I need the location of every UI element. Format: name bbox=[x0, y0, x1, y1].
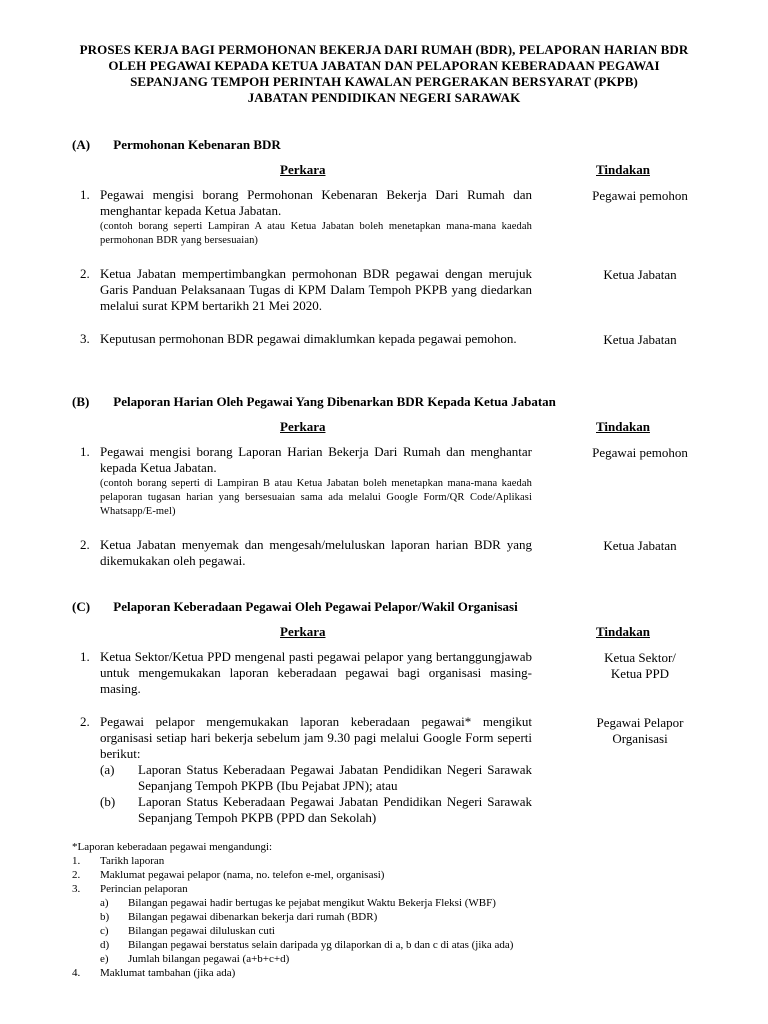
footnote-subitem-label: b) bbox=[100, 911, 110, 923]
section-letter: (B) bbox=[72, 394, 90, 409]
footnote-item-text: Maklumat tambahan (jika ada) bbox=[100, 967, 236, 979]
document-title bbox=[60, 42, 708, 106]
section-letter: (C) bbox=[72, 599, 91, 614]
title-line: JABATAN PENDIDIKAN NEGERI SARAWAK bbox=[247, 90, 521, 105]
section-a-item-3-action: Ketua Jabatan bbox=[603, 332, 677, 347]
title-line: PROSES KERJA BAGI PERMOHONAN BEKERJA DARI RUMAH (BDR), PELAPORAN HARIAN BDR bbox=[79, 42, 689, 57]
footnote-subitem-label: a) bbox=[100, 897, 109, 909]
item-text: Keputusan permohonan BDR pegawai dimaklumkan kepada pegawai pemohon. bbox=[100, 331, 517, 346]
subitem-a bbox=[100, 762, 532, 794]
section-a-item-3 bbox=[80, 331, 532, 347]
section-b-item-2 bbox=[80, 537, 532, 569]
action-line: Organisasi bbox=[612, 731, 668, 746]
section-c-item-2 bbox=[80, 714, 532, 826]
subitem-b bbox=[100, 794, 532, 826]
item-number: 2. bbox=[80, 714, 90, 729]
section-a-item-2 bbox=[80, 266, 532, 314]
column-header-tindakan: Tindakan bbox=[596, 624, 650, 639]
item-text: Ketua Sektor/Ketua PPD mengenal pasti pegawai pelapor yang bertanggungjawab untuk mengemukakan laporan keberadaan pegawai bagi organisasi masing-masing. bbox=[100, 649, 532, 696]
section-title: Permohonan Kebenaran BDR bbox=[113, 137, 281, 152]
section-b-item-1 bbox=[80, 444, 532, 519]
section-title: Pelaporan Keberadaan Pegawai Oleh Pegawai Pelapor/Wakil Organisasi bbox=[113, 599, 518, 614]
footnote-subitem-label: d) bbox=[100, 939, 110, 951]
footnote-item-number: 2. bbox=[72, 869, 81, 881]
item-number: 1. bbox=[80, 649, 90, 664]
subitem-text: Laporan Status Keberadaan Pegawai Jabatan Pendidikan Negeri Sarawak Sepanjang Tempoh PKPB (PPD dan Sekolah) bbox=[138, 794, 532, 825]
item-text: Ketua Jabatan mempertimbangkan permohonan BDR pegawai dengan merujuk Garis Panduan Pelaksanaan Tugas di KPM Dalam Tempoh PKPB yang diedarkan melalui surat KPM bertarikh 21 Mei 2020. bbox=[100, 266, 532, 313]
item-text: Ketua Jabatan menyemak dan mengesah/meluluskan laporan harian BDR yang dikemukakan oleh pegawai. bbox=[100, 537, 532, 568]
footnote-subitem-text: Jumlah bilangan pegawai (a+b+c+d) bbox=[128, 953, 290, 965]
footnote-item-number: 4. bbox=[72, 967, 81, 979]
item-number: 2. bbox=[80, 537, 90, 552]
column-header-perkara: Perkara bbox=[280, 624, 326, 639]
title-line: OLEH PEGAWAI KEPADA KETUA JABATAN DAN PELAPORAN KEBERADAAN PEGAWAI bbox=[108, 58, 660, 73]
section-c-item-1-action bbox=[556, 650, 724, 682]
column-header-tindakan: Tindakan bbox=[596, 162, 650, 177]
footnote-subitem-text: Bilangan pegawai hadir bertugas ke pejabat mengikut Waktu Bekerja Fleksi (WBF) bbox=[128, 897, 496, 909]
action-line: Ketua PPD bbox=[610, 666, 670, 681]
footnote-heading-text: *Laporan keberadaan pegawai mengandungi: bbox=[72, 841, 273, 853]
section-letter: (A) bbox=[72, 137, 91, 152]
item-text: Pegawai mengisi borang Laporan Harian Bekerja Dari Rumah dan menghantar kepada Ketua Jabatan. bbox=[100, 444, 532, 475]
section-title: Pelaporan Harian Oleh Pegawai Yang Dibenarkan BDR Kepada Ketua Jabatan bbox=[113, 394, 556, 409]
section-c-item-2-action bbox=[556, 715, 724, 747]
footnote-subitem bbox=[72, 924, 692, 938]
title-line: SEPANJANG TEMPOH PERINTAH KAWALAN PERGERAKAN BERSYARAT (PKPB) bbox=[130, 74, 638, 89]
item-text: Pegawai pelapor mengemukakan laporan keberadaan pegawai* mengikut organisasi setiap hari bekerja sebelum jam 9.30 pagi melalui Google Form seperti berikut: bbox=[100, 714, 532, 761]
footnote-subitem-label: e) bbox=[100, 953, 109, 965]
item-number: 1. bbox=[80, 187, 90, 202]
item-number: 3. bbox=[80, 331, 90, 346]
section-b-heading bbox=[72, 394, 556, 410]
footnote-item bbox=[72, 966, 692, 980]
subitem-label: (a) bbox=[100, 762, 115, 777]
item-text: Pegawai mengisi borang Permohonan Kebenaran Bekerja Dari Rumah dan menghantar kepada Ketua Jabatan. bbox=[100, 187, 532, 218]
item-number: 2. bbox=[80, 266, 90, 281]
footnote-item-text: Maklumat pegawai pelapor (nama, no. telefon e-mel, organisasi) bbox=[100, 869, 385, 881]
subitem-text: Laporan Status Keberadaan Pegawai Jabatan Pendidikan Negeri Sarawak Sepanjang Tempoh PKPB (Ibu Pejabat JPN); atau bbox=[138, 762, 532, 793]
footnote bbox=[72, 840, 692, 980]
section-c-item-1 bbox=[80, 649, 532, 697]
section-a-heading bbox=[72, 137, 281, 153]
footnote-heading bbox=[72, 840, 692, 854]
footnote-subitem bbox=[72, 938, 692, 952]
section-a-item-2-action: Ketua Jabatan bbox=[603, 267, 677, 282]
section-a-item-1-action: Pegawai pemohon bbox=[592, 188, 688, 203]
footnote-subitem-text: Bilangan pegawai dibenarkan bekerja dari rumah (BDR) bbox=[128, 911, 378, 923]
footnote-subitem bbox=[72, 896, 692, 910]
footnote-item-text: Tarikh laporan bbox=[100, 855, 165, 867]
footnote-item-text: Perincian pelaporan bbox=[100, 883, 188, 895]
section-c-heading bbox=[72, 599, 518, 615]
section-b-item-2-action: Ketua Jabatan bbox=[603, 538, 677, 553]
column-header-tindakan: Tindakan bbox=[596, 419, 650, 434]
item-note: (contoh borang seperti Lampiran A atau Ketua Jabatan boleh menetapkan mana-mana kaedah permohonan BDR yang bersesuaian) bbox=[100, 221, 532, 246]
action-line: Ketua Sektor/ bbox=[604, 650, 676, 665]
footnote-subitem-text: Bilangan pegawai berstatus selain daripada yg dilaporkan di a, b dan c di atas (jika ada) bbox=[128, 939, 514, 951]
footnote-subitem bbox=[72, 910, 692, 924]
footnote-subitem bbox=[72, 952, 692, 966]
footnote-subitem-text: Bilangan pegawai diluluskan cuti bbox=[128, 925, 275, 937]
section-b-item-1-action: Pegawai pemohon bbox=[592, 445, 688, 460]
column-header-perkara: Perkara bbox=[280, 162, 326, 177]
footnote-item bbox=[72, 854, 692, 868]
subitem-label: (b) bbox=[100, 794, 116, 809]
column-header-perkara: Perkara bbox=[280, 419, 326, 434]
footnote-item bbox=[72, 882, 692, 896]
item-note: (contoh borang seperti di Lampiran B atau Ketua Jabatan boleh menetapkan mana-mana kaedah pelaporan tugasan harian yang bersesuaian sama ada melalui Google Form/QR Code/Aplikasi Whatsapp/E-mel) bbox=[100, 478, 532, 517]
footnote-item bbox=[72, 868, 692, 882]
section-a-item-1 bbox=[80, 187, 532, 248]
footnote-item-number: 1. bbox=[72, 855, 81, 867]
action-line: Pegawai Pelapor bbox=[596, 715, 684, 730]
item-number: 1. bbox=[80, 444, 90, 459]
footnote-item-number: 3. bbox=[72, 883, 81, 895]
footnote-subitem-label: c) bbox=[100, 925, 109, 937]
